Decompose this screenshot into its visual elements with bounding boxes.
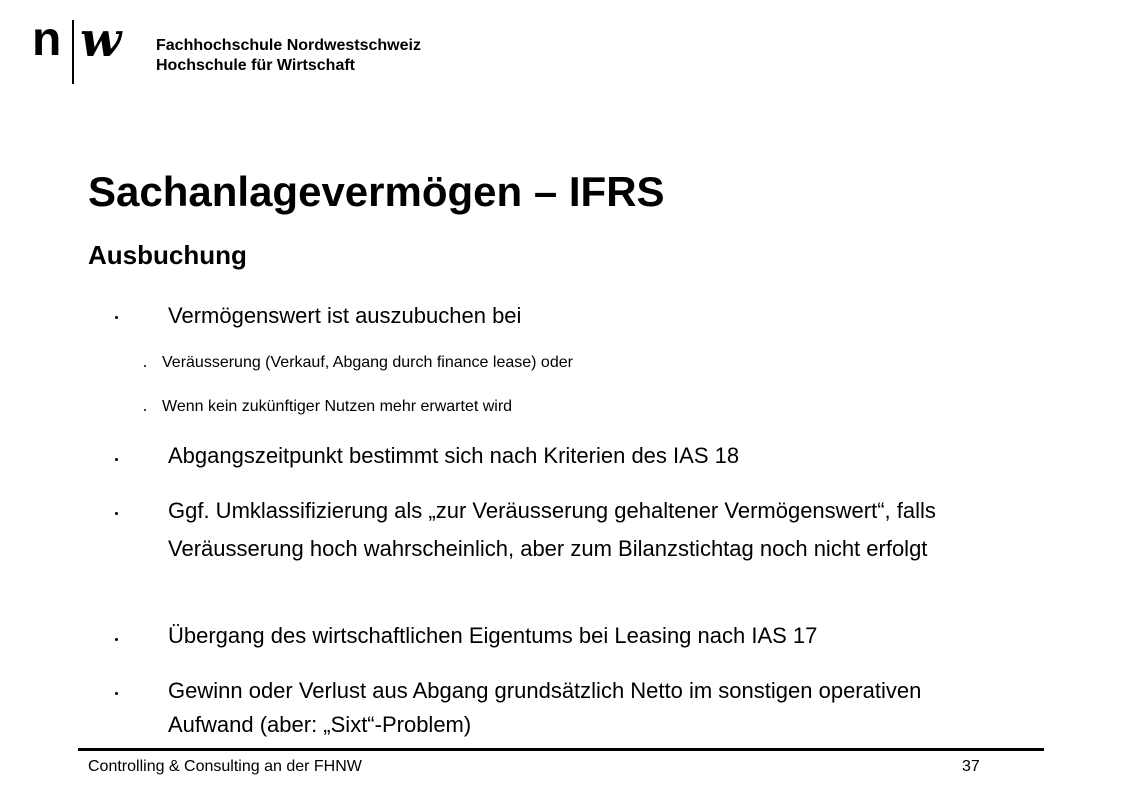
org-line-2: Hochschule für Wirtschaft bbox=[156, 57, 355, 74]
bullet-dot bbox=[144, 365, 146, 367]
bullet-text: Gewinn oder Verlust aus Abgang grundsätzlich Netto im sonstigen operativen Aufwand (aber: „Sixt“-Problem) bbox=[168, 678, 922, 737]
bullet-dot bbox=[115, 512, 118, 515]
slide-title: Sachanlagevermögen – IFRS bbox=[88, 168, 665, 215]
org-line-1: Fachhochschule Nordwestschweiz bbox=[156, 37, 421, 54]
bullet-text: Abgangszeitpunkt bestimmt sich nach Kriterien des IAS 18 bbox=[168, 443, 740, 468]
organization-name bbox=[156, 36, 421, 76]
bullet-dot bbox=[115, 316, 118, 319]
bullet-dot bbox=[115, 692, 118, 695]
bullet-dot bbox=[115, 638, 118, 641]
logo-divider bbox=[72, 20, 74, 84]
bullet-text: Veräusserung (Verkauf, Abgang durch finance lease) oder bbox=[162, 354, 573, 371]
bullet-text: Übergang des wirtschaftlichen Eigentums bei Leasing nach IAS 17 bbox=[168, 623, 818, 648]
bullet-text: Ggf. Umklassifizierung als „zur Veräusserung gehaltener Vermögenswert“, falls Veräusserung hoch wahrscheinlich, aber zum Bilanzstichtag noch nicht erfolgt bbox=[168, 498, 936, 561]
logo-mark-w: w bbox=[80, 12, 122, 68]
logo-mark-n: n bbox=[32, 13, 61, 66]
footer-divider bbox=[78, 748, 1044, 751]
bullet-dot bbox=[115, 458, 118, 461]
bullet-dot bbox=[144, 409, 146, 411]
page-number: 37 bbox=[962, 758, 980, 775]
bullet-text: Wenn kein zukünftiger Nutzen mehr erwartet wird bbox=[162, 398, 513, 415]
bullet-text: Vermögenswert ist auszubuchen bei bbox=[168, 303, 522, 328]
footer-text: Controlling & Consulting an der FHNW bbox=[88, 758, 362, 775]
fhnw-logo bbox=[32, 12, 452, 84]
slide-subtitle: Ausbuchung bbox=[88, 240, 247, 270]
